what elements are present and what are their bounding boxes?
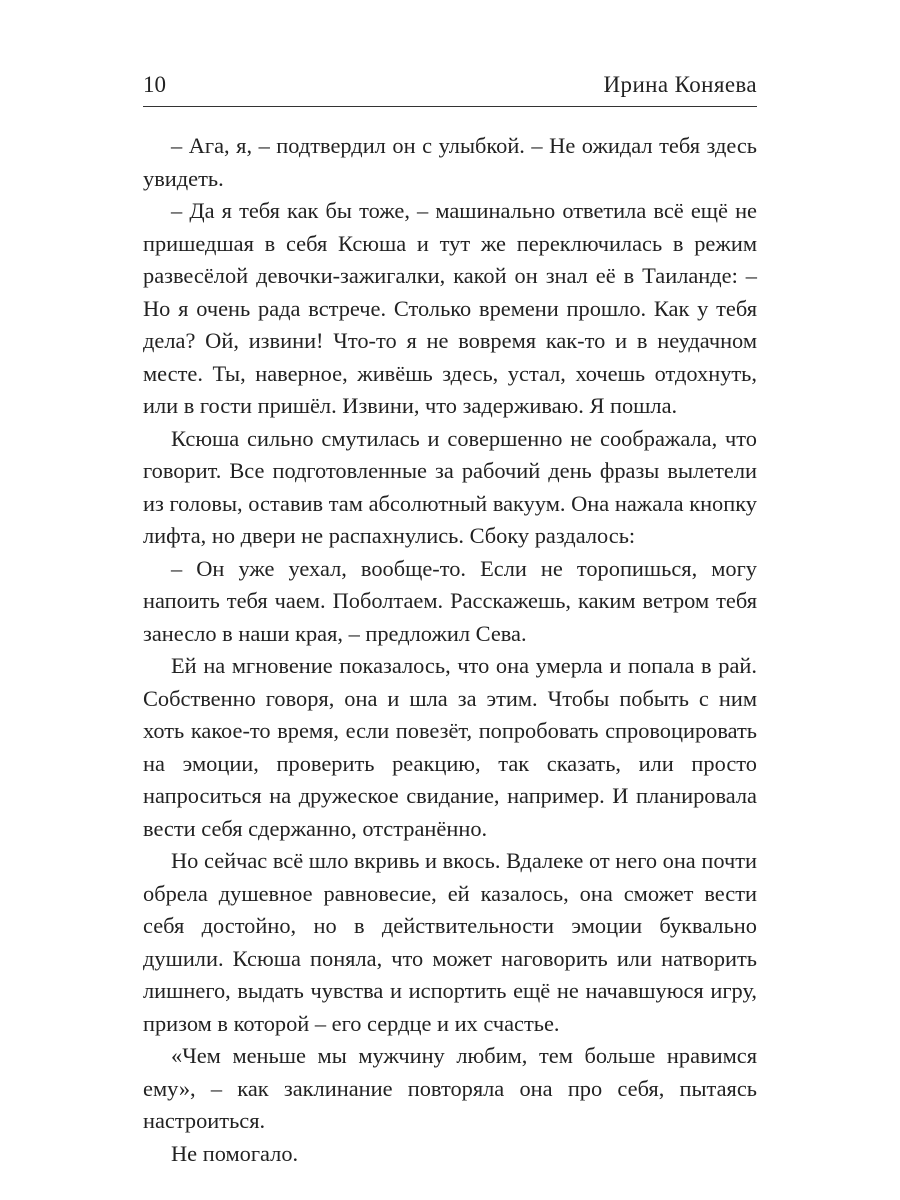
body-text — [143, 130, 757, 1170]
paragraph: Не помогало. — [171, 1140, 299, 1166]
author-name: Ирина Коняева — [603, 72, 757, 97]
paragraph: – Да я тебя как бы тоже, – машинально ответила всё ещё не пришедшая в себя Ксюша и тут же переключилась в режим развесёлой девочки-зажигалки, какой он знал её в Таиланде: – Но я очень рада встрече. Столько времени прошло. Как у тебя дела? Ой, извини! Что-то я не вовремя как-то и в неудачном месте. Ты, наверное, живёшь здесь, устал, хочешь отдохнуть, или в гости пришёл. Извини, что задерживаю. Я пошла. — [143, 198, 757, 418]
paragraph: – Он уже уехал, вообще-то. Если не торопишься, могу напоить тебя чаем. Поболтаем. Расскажешь, каким ветром тебя занесло в наши края, – предложил Сева. — [143, 555, 757, 646]
paragraph: Ксюша сильно смутилась и совершенно не соображала, что говорит. Все подготовленные за рабочий день фразы вылетели из головы, оставив там абсолютный вакуум. Она нажала кнопку лифта, но двери не распахнулись. Сбоку раздалось: — [143, 425, 757, 548]
running-header — [143, 66, 757, 107]
paragraph: Ей на мгновение показалось, что она умерла и попала в рай. Собственно говоря, она и шла за этим. Чтобы побыть с ним хоть какое-то время, если повезёт, попробовать спровоцировать на эмоции, проверить реакцию, так сказать, или просто напроситься на дружеское свидание, например. И планировала вести себя сдержанно, отстранённо. — [143, 653, 757, 841]
paragraph: – Ага, я, – подтвердил он с улыбкой. – Не ожидал тебя здесь увидеть. — [143, 133, 757, 191]
paragraph: Но сейчас всё шло вкривь и вкось. Вдалеке от него она почти обрела душевное равновесие, ей казалось, она сможет вести себя достойно, но в действительности эмоции буквально душили. Ксюша поняла, что может наговорить или натворить лишнего, выдать чувства и испортить ещё не начавшуюся игру, призом в которой – его сердце и их счастье. — [143, 848, 757, 1036]
paragraph: «Чем меньше мы мужчину любим, тем больше нравимся ему», – как заклинание повторяла она про себя, пытаясь настроиться. — [143, 1043, 757, 1133]
page-number: 10 — [143, 72, 166, 97]
